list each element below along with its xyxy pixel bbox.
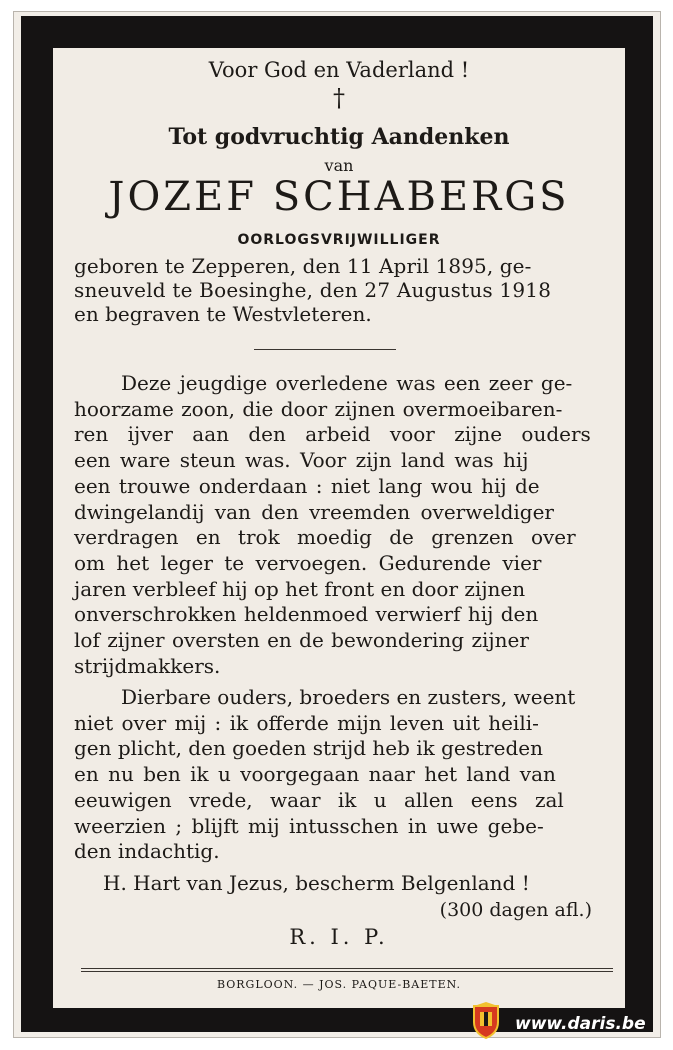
indulgence-note: (300 dagen afl.): [439, 899, 592, 921]
text-line: hoorzame zoon, die door zijnen overmoeibaren-: [74, 396, 563, 421]
watermark: [471, 1000, 671, 1040]
text-line: onverschrokken heldenmoed verwierf hij den: [74, 602, 539, 627]
text-line: weerzien ; blijft mij intusschen in uwe gebe-: [74, 813, 544, 838]
rip: R. I. P.: [289, 925, 389, 949]
text-line: ren ijver aan den arbeid voor zijne ouders: [74, 422, 591, 447]
bottom-rule: [81, 968, 613, 969]
bio-line: geboren te Zepperen, den 11 April 1895, ge-: [74, 254, 532, 278]
text-line: dwingelandij van den vreemden overweldiger: [74, 499, 554, 524]
text-line: den indachtig.: [74, 839, 220, 864]
motto: Voor God en Vaderland !: [208, 58, 470, 82]
text-line: strijdmakkers.: [74, 653, 221, 678]
watermark-text: www.daris.be: [515, 1014, 646, 1034]
bio-line: en begraven te Westvleteren.: [74, 302, 372, 326]
heading: Tot godvruchtig Aandenken: [168, 124, 510, 150]
divider: [254, 349, 396, 350]
text-line: jaren verbleef hij op het front en door zijnen: [74, 576, 526, 601]
prayer: H. Hart van Jezus, bescherm Belgenland !: [103, 871, 530, 895]
text-line: eeuwigen vrede, waar ik u allen eens zal: [74, 787, 564, 812]
van-label: van: [324, 156, 354, 175]
printer-imprint: BORGLOON. — JOS. PAQUE-BAETEN.: [216, 978, 462, 991]
bottom-rule: [81, 971, 613, 972]
text-line: een trouwe onderdaan : niet lang wou hij de: [74, 473, 540, 498]
paragraph-tribute: [74, 371, 614, 679]
deceased-name: JOZEF SCHABERGS: [108, 174, 570, 220]
coat-of-arms-icon: [471, 1000, 501, 1040]
text-line: niet over mij : ik offerde mijn leven uit heili-: [74, 710, 539, 735]
paragraph-farewell: [74, 685, 614, 865]
text-line: om het leger te vervoegen. Gedurende vier: [74, 550, 542, 575]
text-line: en nu ben ik u voorgegaan naar het land van: [74, 762, 556, 787]
text-line: een ware steun was. Voor zijn land was hij: [74, 448, 529, 473]
text-line: Deze jeugdige overledene was een zeer ge-: [121, 371, 573, 395]
text-line: verdragen en trok moedig de grenzen over: [74, 525, 576, 550]
cross-icon: †: [333, 84, 345, 112]
text-line: gen plicht, den goeden strijd heb ik gestreden: [74, 736, 543, 761]
bio-line: sneuveld te Boesinghe, den 27 Augustus 1918: [74, 278, 552, 302]
text-line: Dierbare ouders, broeders en zusters, weent: [121, 685, 576, 709]
memorial-card: [53, 48, 625, 1008]
rank: OORLOGSVRIJWILLIGER: [237, 232, 441, 248]
biography: [74, 254, 614, 326]
text-line: lof zijner oversten en de bewondering zijner: [74, 628, 529, 653]
